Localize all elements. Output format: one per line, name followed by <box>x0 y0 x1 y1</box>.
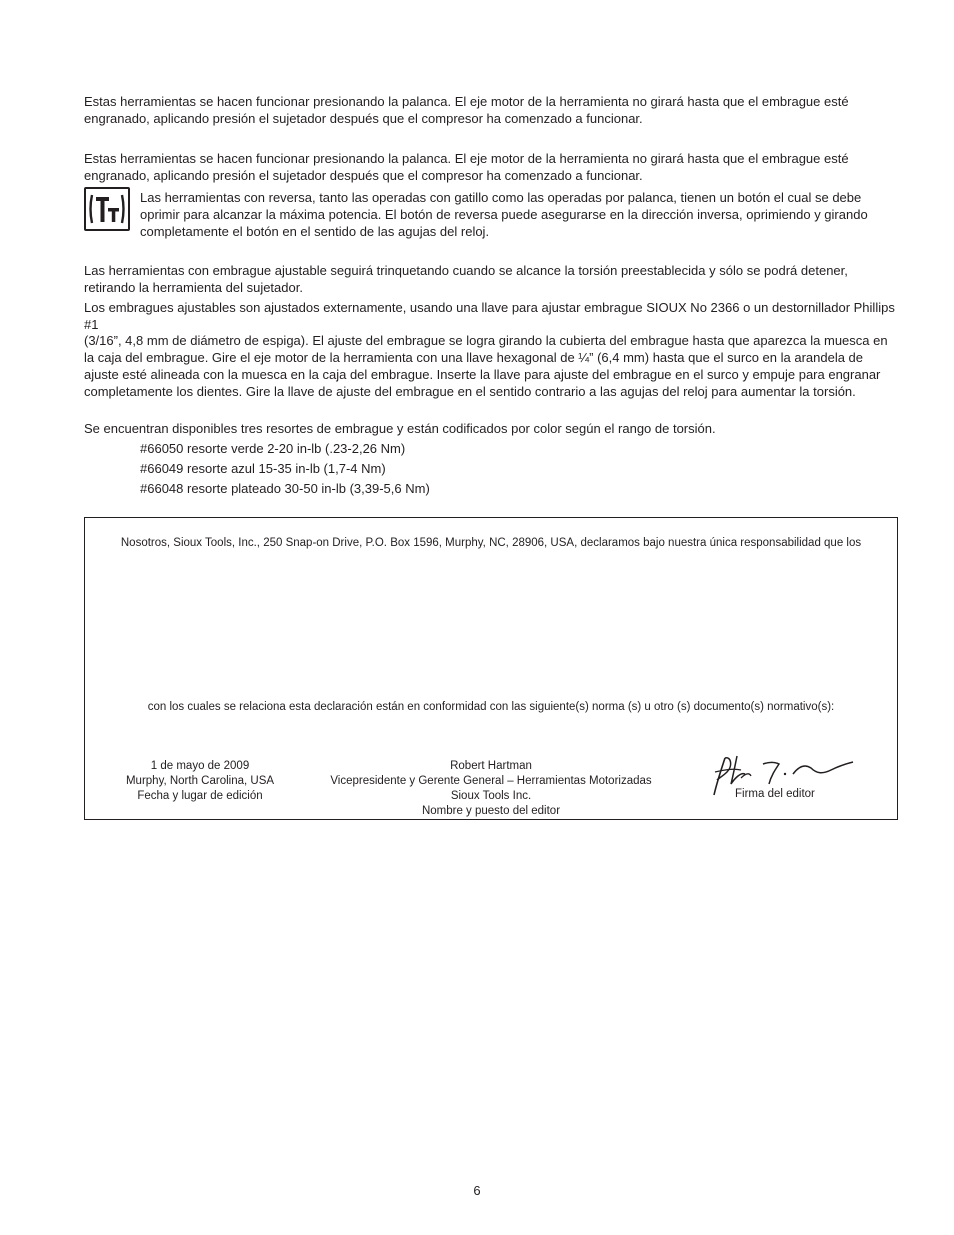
issue-place: Murphy, North Carolina, USA <box>125 775 275 787</box>
spring-item-green: #66050 resorte verde 2-20 in-lb (.23-2,26 Nm) <box>140 441 406 456</box>
issue-date-place-label: Fecha y lugar de edición <box>137 790 263 802</box>
declaration-intro: Nosotros, Sioux Tools, Inc., 250 Snap-on Drive, P.O. Box 1596, Murphy, NC, 28906, USA, declaramos bajo nuestra única responsabilidad que los <box>120 537 862 549</box>
issue-date-place-block <box>105 759 295 804</box>
signer-company: Sioux Tools Inc. <box>450 790 532 802</box>
paragraph-springs-intro: Se encuentran disponibles tres resortes de embrague y están codificados por color según el rango de torsión. <box>84 421 716 436</box>
paragraph-clutch-adjustment-b: (3/16”, 4,8 mm de diámetro de espiga). El ajuste del embrague se logra girando la cubierta del embrague hasta que aparezca la muesca en la caja del embrague. Gire el eje motor de la herramienta con una llave hexagonal de ¼” (6,4 mm) hasta que el surco en la arandela de ajuste esté alineada con la muesca en la caja del embrague. Inserte la llave para ajuste del embrague en el surco y empuje para engranar completamente los dientes. Gire la llave de ajuste del embrague en el sentido contrario a las agujas del reloj para aumentar la torsión. <box>84 333 888 399</box>
declaration-conformity: con los cuales se relaciona esta declaración están en conformidad con las siguiente(s) norma (s) u otro (s) documento(s) normativo(s): <box>147 701 835 713</box>
signer-label: Nombre y puesto del editor <box>421 805 561 817</box>
issue-date: 1 de mayo de 2009 <box>150 760 250 772</box>
signature-label: Firma del editor <box>735 788 815 800</box>
declaration-of-conformity-box <box>84 517 898 820</box>
page-number: 6 <box>473 1183 481 1198</box>
spring-item-silver: #66048 resorte plateado 30-50 in-lb (3,39-5,6 Nm) <box>140 481 430 496</box>
paragraph-clutch-adjustment-a: Los embragues ajustables son ajustados externamente, usando una llave para ajustar embrague SIOUX No 2366 o un destornillador Phillips #1 <box>84 300 895 332</box>
paragraph-operation-1: Estas herramientas se hacen funcionar presionando la palanca. El eje motor de la herramienta no girará hasta que el embrague esté engranado, aplicando presión el sujetador después que el compresor ha comenzado a funcionar. <box>84 94 849 126</box>
spring-item-blue: #66049 resorte azul 15-35 in-lb (1,7-4 Nm) <box>140 461 386 476</box>
reverse-button-note: Las herramientas con reversa, tanto las operadas con gatillo como las operadas por palanca, tienen un botón el cual se debe oprimir para alcanzar la máxima potencia. El botón de reversa puede asegurarse en la dirección inversa, oprimiendo y girando completamente el botón en el sentido de las agujas del reloj. <box>140 190 868 239</box>
signer-title: Vicepresidente y Gerente General – Herramientas Motorizadas <box>330 775 652 787</box>
signer-block <box>301 759 681 819</box>
signer-name: Robert Hartman <box>450 760 532 772</box>
paragraph-operation-2: Estas herramientas se hacen funcionar presionando la palanca. El eje motor de la herramienta no girará hasta que el embrague esté engranado, aplicando presión el sujetador después que el compresor ha comenzado a funcionar. <box>84 151 849 183</box>
reverse-button-icon <box>84 187 130 231</box>
paragraph-adjustable-clutch: Las herramientas con embrague ajustable seguirá trinquetando cuando se alcance la torsión preestablecida y sólo se podrá detener, retirando la herramienta del sujetador. <box>84 263 848 295</box>
